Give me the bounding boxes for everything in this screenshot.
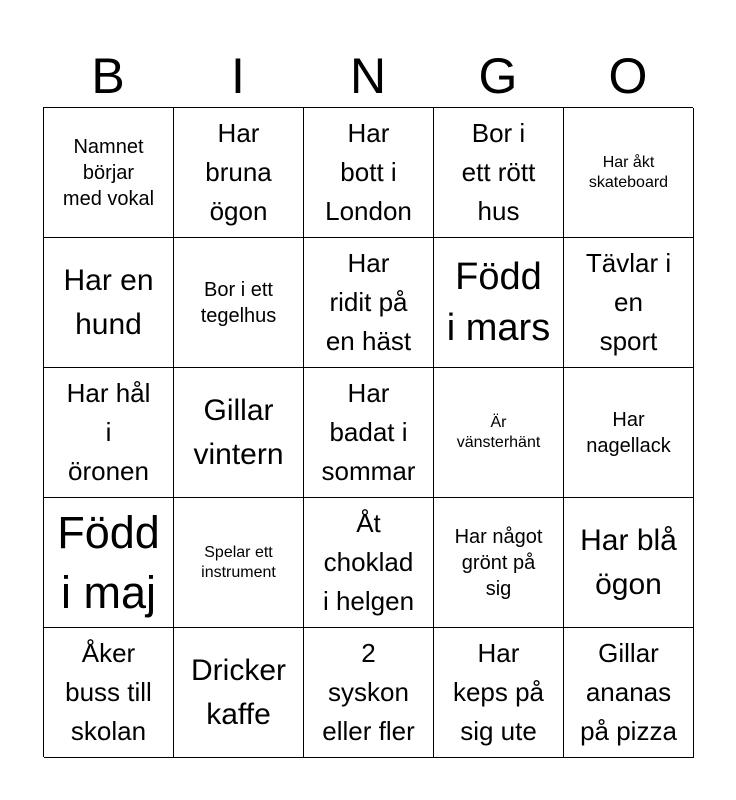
cell-text: 2 syskon eller fler xyxy=(322,638,415,746)
header-letter-i: I xyxy=(231,48,245,104)
cell-text: Bor i ett tegelhus xyxy=(200,278,277,327)
bingo-cell[interactable] xyxy=(434,628,564,758)
cell-text: Är vänsterhänt xyxy=(456,413,541,451)
bingo-cell[interactable] xyxy=(434,498,564,628)
bingo-cell[interactable] xyxy=(434,238,564,368)
cell-text: Tävlar i en sport xyxy=(585,248,672,356)
bingo-cell[interactable] xyxy=(174,108,304,238)
header-letter-o: O xyxy=(608,48,648,104)
bingo-cell[interactable] xyxy=(44,368,174,498)
cell-text: Gillar vintern xyxy=(193,394,284,471)
bingo-cell[interactable] xyxy=(44,238,174,368)
bingo-cell[interactable] xyxy=(174,238,304,368)
bingo-cell[interactable] xyxy=(564,238,694,368)
cell-text: Har badat i sommar xyxy=(321,378,416,486)
cell-text: Namnet börjar med vokal xyxy=(62,135,155,210)
cell-text: Har bruna ögon xyxy=(205,118,272,226)
bingo-cell[interactable] xyxy=(44,628,174,758)
bingo-cell[interactable] xyxy=(304,238,434,368)
cell-text: Har något grönt på sig xyxy=(454,525,543,600)
bingo-cell[interactable] xyxy=(564,368,694,498)
bingo-cell[interactable] xyxy=(304,108,434,238)
bingo-cell[interactable] xyxy=(434,108,564,238)
cell-text: Född i maj xyxy=(57,506,160,618)
cell-text: Har nagellack xyxy=(586,408,671,457)
bingo-cell[interactable] xyxy=(564,628,694,758)
bingo-cell[interactable] xyxy=(434,368,564,498)
cell-text: Gillar ananas på pizza xyxy=(580,638,677,746)
cell-text: Har blå ögon xyxy=(580,524,677,601)
bingo-cell[interactable] xyxy=(304,628,434,758)
cell-text: Har hål i öronen xyxy=(66,378,151,486)
bingo-cell[interactable] xyxy=(174,628,304,758)
bingo-cell[interactable] xyxy=(44,108,174,238)
bingo-cell[interactable] xyxy=(304,368,434,498)
bingo-cell[interactable] xyxy=(564,498,694,628)
cell-text: Bor i ett rött hus xyxy=(461,118,536,226)
cell-text: Har bott i London xyxy=(325,118,412,226)
cell-text: Född i mars xyxy=(446,255,551,349)
cell-text: Har ridit på en häst xyxy=(325,248,412,356)
cell-text: Har en hund xyxy=(63,264,154,341)
cell-text: Åt choklad i helgen xyxy=(322,508,415,616)
cell-text: Har keps på sig ute xyxy=(452,638,545,746)
cell-text: Spelar ett instrument xyxy=(201,543,276,581)
header-letter-b: B xyxy=(91,48,125,104)
cell-text: Åker buss till skolan xyxy=(65,638,152,746)
header-letter-g: G xyxy=(478,48,518,104)
bingo-cell[interactable] xyxy=(174,368,304,498)
bingo-cell[interactable] xyxy=(304,498,434,628)
bingo-header xyxy=(43,44,693,108)
bingo-cell[interactable] xyxy=(44,498,174,628)
bingo-cell[interactable] xyxy=(564,108,694,238)
header-letter-n: N xyxy=(349,48,387,104)
bingo-cell[interactable] xyxy=(174,498,304,628)
bingo-grid xyxy=(43,107,693,757)
cell-text: Dricker kaffe xyxy=(191,654,286,731)
cell-text: Har åkt skateboard xyxy=(588,153,669,191)
